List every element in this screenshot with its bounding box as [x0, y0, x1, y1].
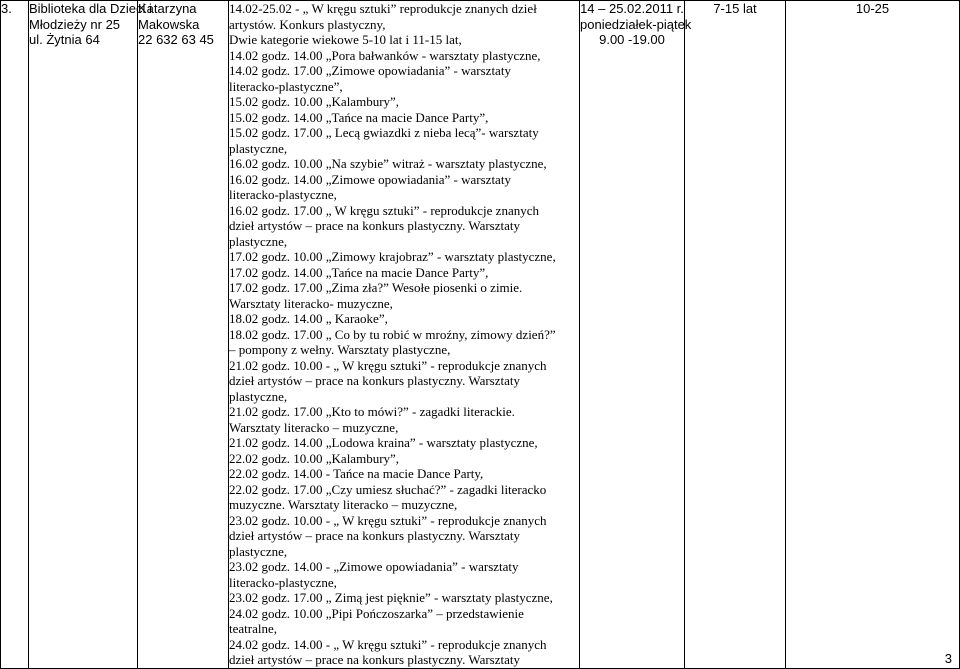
- program-line: 14.02 godz. 17.00 „Zimowe opowiadania” - warsztaty: [229, 63, 511, 78]
- program-line: 22.02 godz. 17.00 „Czy umiesz słuchać?” - zagadki literacko: [229, 481, 547, 497]
- program-line: teatralne,: [229, 621, 277, 636]
- date-range: 14 – 25.02.2011 r.: [580, 1, 684, 16]
- program-line: 24.02 godz. 10.00 „Pipi Pończoszarka” – przedstawienie: [229, 605, 524, 621]
- institution-name: Biblioteka dla Dzieci i: [29, 1, 152, 16]
- hours: 9.00 -19.00: [599, 32, 665, 47]
- program-line: 18.02 godz. 17.00 „ Co by tu robić w mroźny, zimowy dzień?”: [229, 326, 556, 342]
- program-line: 21.02 godz. 17.00 „Kto to mówi?” - zagadki literackie.: [229, 404, 515, 419]
- program-line: plastyczne,: [229, 140, 288, 156]
- program-line: 23.02 godz. 10.00 - „ W kręgu sztuki” - reprodukcje znanych: [229, 512, 547, 528]
- program-line: Warsztaty literacko- muzyczne,: [229, 295, 393, 311]
- program-line: literacko-plastyczne,: [229, 187, 337, 202]
- program-line: – pompony z wełny. Warsztaty plastyczne,: [229, 342, 451, 357]
- table-row: [1, 1, 960, 669]
- participants-cell: 10-25: [786, 1, 960, 669]
- institution-name: Młodzieży nr 25: [29, 16, 121, 32]
- program-line: 17.02 godz. 14.00 „Tańce na macie Dance Party”,: [229, 264, 489, 280]
- program-line: 16.02 godz. 17.00 „ W kręgu sztuki” - reprodukcje znanych: [229, 202, 539, 218]
- program-line: muzyczne. Warsztaty literacko – muzyczne,: [229, 497, 458, 512]
- program-line: 16.02 godz. 14.00 „Zimowe opowiadania” - warsztaty: [229, 171, 511, 187]
- dates-cell: [580, 1, 692, 669]
- program-line: 14.02-25.02 - „ W kręgu sztuki” reprodukcje znanych dzieł: [229, 1, 537, 16]
- page-number: 3: [944, 651, 952, 666]
- contact-phone: 22 632 63 45: [138, 32, 214, 47]
- program-line: 17.02 godz. 17.00 „Zima zła?” Wesołe piosenki o zimie.: [229, 280, 523, 295]
- program-line: 17.02 godz. 10.00 „Zimowy krajobraz” - warsztaty plastyczne,: [229, 249, 556, 264]
- program-line: 23.02 godz. 14.00 - „Zimowe opowiadania” - warsztaty: [229, 559, 519, 574]
- contact-first-name: Katarzyna: [138, 1, 197, 16]
- program-line: 21.02 godz. 14.00 „Lodowa kraina” - warsztaty plastyczne,: [229, 435, 538, 450]
- program-line: dzieł artystów – prace na konkurs plastyczny. Warsztaty: [229, 373, 520, 388]
- program-line: plastyczne,: [229, 543, 288, 559]
- program-line: 15.02 godz. 10.00 „Kalambury”,: [229, 94, 400, 109]
- program-line: 23.02 godz. 17.00 „ Zimą jest pięknie” - warsztaty plastyczne,: [229, 590, 553, 605]
- contact-last-name: Makowska: [138, 16, 200, 32]
- program-line: dzieł artystów – prace na konkurs plastyczny. Warsztaty: [229, 218, 520, 233]
- program-line: 14.02 godz. 14.00 „Pora bałwanków - warsztaty plastyczne,: [229, 47, 541, 63]
- program-line: Warsztaty literacko – muzyczne,: [229, 419, 399, 435]
- program-line: 16.02 godz. 10.00 „Na szybie” witraż - warsztaty plastyczne,: [229, 156, 547, 171]
- institution-address: ul. Żytnia 64: [29, 32, 100, 47]
- program-line: 18.02 godz. 14.00 „ Karaoke”,: [229, 311, 388, 326]
- program-line: Dwie kategorie wiekowe 5-10 lat i 11-15 lat,: [229, 32, 462, 47]
- program-line: 15.02 godz. 14.00 „Tańce na macie Dance Party”,: [229, 109, 489, 125]
- program-line: literacko-plastyczne,: [229, 574, 337, 590]
- program-line: 24.02 godz. 14.00 - „ W kręgu sztuki” - reprodukcje znanych: [229, 636, 547, 652]
- program-line: 21.02 godz. 10.00 - „ W kręgu sztuki” - reprodukcje znanych: [229, 357, 547, 373]
- program-cell: [229, 1, 580, 669]
- row-number: 3.: [1, 1, 29, 669]
- program-line: literacko-plastyczne”,: [229, 78, 343, 94]
- program-line: plastyczne,: [229, 388, 288, 404]
- program-line: 22.02 godz. 14.00 - Tańce na macie Dance Party,: [229, 466, 484, 481]
- weekdays: poniedziałek-piątek: [580, 16, 692, 32]
- institution-cell: [29, 1, 152, 669]
- program-line: 22.02 godz. 10.00 „Kalambury”,: [229, 450, 400, 466]
- program-line: dzieł artystów – prace na konkurs plastyczny. Warsztaty: [229, 652, 520, 667]
- program-line: artystów. Konkurs plastyczny,: [229, 16, 386, 32]
- program-line: plastyczne,: [229, 233, 288, 249]
- contact-person-cell: [138, 1, 229, 669]
- age-cell: 7-15 lat: [685, 1, 786, 669]
- program-lines: [229, 1, 579, 668]
- program-line: 15.02 godz. 17.00 „ Lecą gwiazdki z nieba lecą”- warsztaty: [229, 125, 539, 140]
- program-line: dzieł artystów – prace na konkurs plastyczny. Warsztaty: [229, 528, 520, 543]
